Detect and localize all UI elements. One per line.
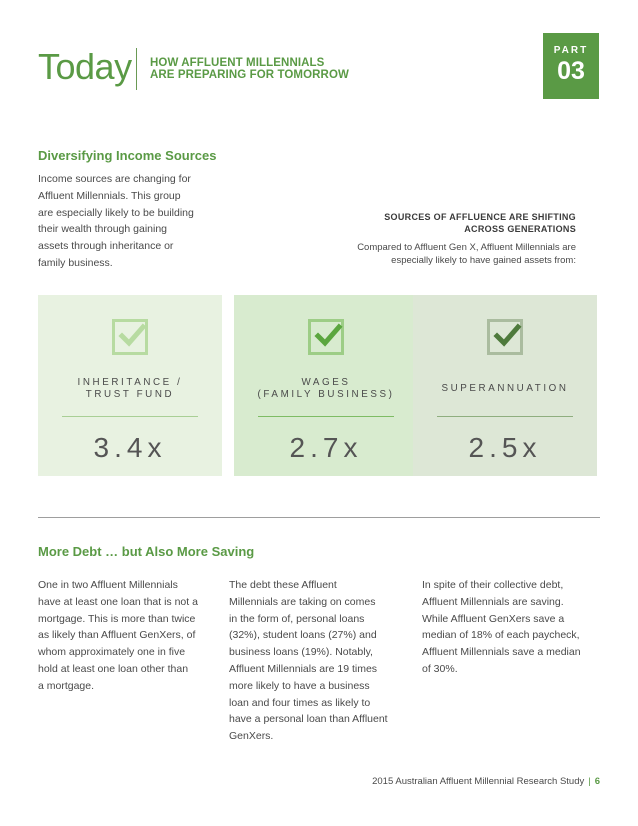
section-heading-income: Diversifying Income Sources [38, 148, 217, 163]
paragraph-line: family business. [38, 256, 113, 269]
paragraph-line: whom approximately one in five [38, 646, 186, 659]
debt-column-1 [38, 577, 198, 695]
callout-sub-line: Compared to Affluent Gen X, Affluent Millennials are [357, 242, 576, 253]
callout-subtitle [357, 242, 576, 267]
footer-text: 2015 Australian Affluent Millennial Research Study [372, 776, 585, 787]
part-label: PART [553, 45, 589, 56]
paragraph-line: business loans (19%). Notably, [229, 646, 373, 659]
paragraph-line: The debt these Affluent [229, 579, 337, 591]
paragraph-line: their wealth through gaining [38, 223, 168, 236]
card-label-line: (FAMILY BUSINESS) [257, 389, 395, 400]
stat-card-superannuation [413, 295, 597, 476]
section-heading-debt: More Debt … but Also More Saving [38, 544, 255, 559]
paragraph-line: GenXers. [229, 730, 274, 743]
card-rule [62, 416, 198, 417]
paragraph-line: One in two Affluent Millennials [38, 579, 178, 591]
page-subtitle [150, 57, 349, 81]
debt-column-2 [229, 577, 388, 745]
callout-title-line: SOURCES OF AFFLUENCE ARE SHIFTING [384, 212, 576, 222]
title-divider [136, 48, 137, 90]
paragraph-line: more likely to have a business [229, 679, 370, 692]
paragraph-line: loan and four times as likely to [229, 696, 371, 709]
stat-card-wages [234, 295, 418, 476]
paragraph-line: assets through inheritance or [38, 240, 174, 253]
card-label [234, 377, 418, 401]
paragraph-line: are especially likely to be building [38, 206, 194, 219]
callout-title [384, 212, 576, 235]
checkmark-icon [112, 319, 148, 355]
debt-column-3 [422, 577, 581, 678]
card-label-line: TRUST FUND [85, 389, 175, 400]
card-label [413, 383, 597, 395]
card-label [38, 377, 222, 401]
part-badge [543, 33, 599, 99]
subtitle-line: ARE PREPARING FOR TOMORROW [150, 69, 349, 81]
paragraph-line: have a personal loan than Affluent [229, 713, 388, 726]
page-number: 6 [594, 776, 600, 787]
callout-title-line: ACROSS GENERATIONS [464, 223, 576, 234]
card-label-line: INHERITANCE / [77, 377, 183, 388]
paragraph-line: mortgage. This is more than twice [38, 612, 196, 625]
paragraph-line: Affluent Millennials are 19 times [229, 662, 378, 675]
part-number: 03 [557, 57, 585, 85]
stat-card-inheritance [38, 295, 222, 476]
paragraph-line: Income sources are changing for [38, 173, 191, 185]
paragraph-line: Affluent Millennials. This group [38, 189, 181, 202]
paragraph-line: Affluent Millennials are saving. [422, 595, 564, 608]
card-rule [437, 416, 573, 417]
checkmark-icon [308, 319, 344, 355]
callout-sub-line: especially likely to have gained assets from: [391, 254, 576, 266]
card-value: 3.4x [93, 432, 167, 463]
paragraph-line: While Affluent GenXers save a [422, 612, 565, 625]
checkmark-icon [487, 319, 523, 355]
paragraph-line: In spite of their collective debt, [422, 579, 564, 591]
card-rule [258, 416, 394, 417]
page-title: Today [38, 46, 132, 87]
paragraph-line: median of 18% of each paycheck, [422, 629, 580, 642]
card-label-line: WAGES [301, 377, 351, 388]
subtitle-line: HOW AFFLUENT MILLENNIALS [150, 57, 325, 69]
card-value: 2.7x [289, 432, 363, 463]
income-paragraph [38, 171, 226, 272]
paragraph-line: hold at least one loan other than [38, 662, 189, 675]
paragraph-line: in the form of, personal loans [229, 612, 365, 625]
paragraph-line: as likely than Affluent GenXers, of [38, 629, 196, 642]
card-label-line: SUPERANNUATION [441, 383, 569, 394]
paragraph-line: a mortgage. [38, 679, 95, 692]
paragraph-line: Affluent Millennials save a median [422, 646, 581, 659]
footer-separator: | [588, 776, 591, 787]
paragraph-line: of 30%. [422, 662, 458, 675]
section-divider [38, 517, 600, 518]
paragraph-line: (32%), student loans (27%) and [229, 629, 377, 642]
card-value: 2.5x [468, 432, 542, 463]
paragraph-line: Millennials are taking on comes [229, 595, 376, 608]
paragraph-line: have at least one loan that is not a [38, 595, 198, 608]
page-footer [372, 776, 600, 787]
